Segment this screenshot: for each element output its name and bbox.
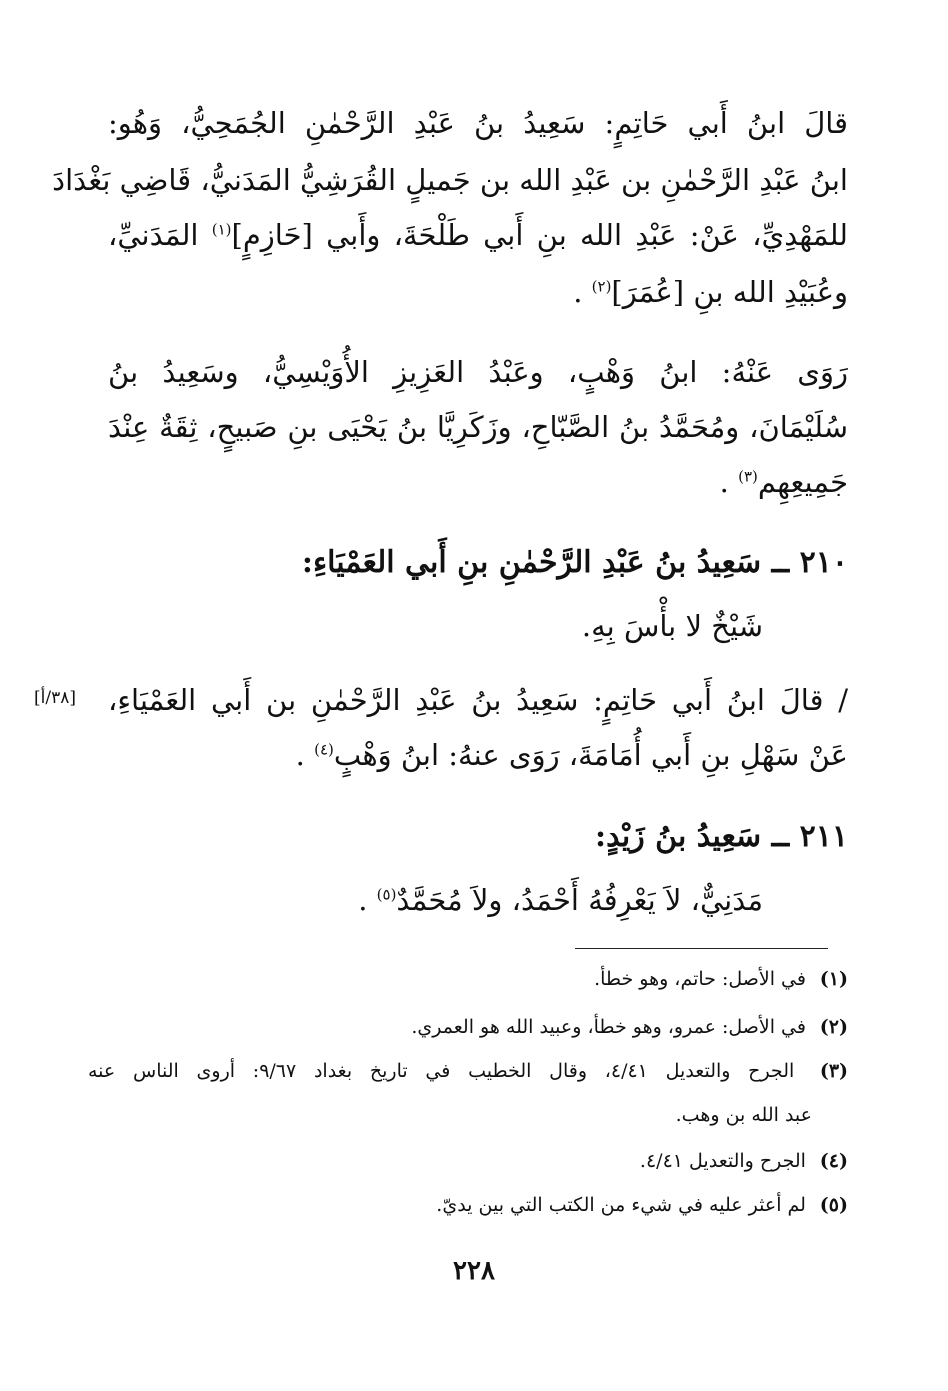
entry-text: شَيْخٌ لا بأْسَ بِهِ. bbox=[581, 609, 763, 643]
entry-heading: ٢١١ ــ سَعِيدُ بنُ زَيْدٍ: bbox=[595, 819, 848, 854]
footnote-ref[interactable]: (١) bbox=[211, 220, 232, 239]
footnote bbox=[88, 1190, 848, 1220]
footnote-number: (٤) bbox=[819, 1150, 848, 1172]
line-text: مَدَنِيٌّ، لاَ يَعْرِفُهُ أَحْمَدُ، ولاَ مُحَمَّدٌ bbox=[396, 883, 763, 917]
paragraph-line bbox=[108, 272, 848, 312]
footnote-number: (١) bbox=[819, 968, 848, 990]
footnote-text: لم أعثر عليه في شيء من الكتب التي بين يديّ. bbox=[436, 1194, 806, 1216]
paragraph-line bbox=[108, 735, 848, 775]
footnote bbox=[88, 1012, 848, 1042]
entry-text bbox=[358, 880, 763, 920]
footnote-text: في الأصل: عمرو، وهو خطأ، وعبيد الله هو العمري. bbox=[411, 1016, 806, 1038]
footnote-ref[interactable]: (٣) bbox=[738, 467, 758, 486]
paragraph-line: سُلَيْمَانَ، ومُحَمَّدُ بنُ الصَّبّاحِ، وزَكَرِيَّا بنُ يَحْيَى بنِ صَبيحٍ، ثِقَةٌ عِنْدَ bbox=[108, 410, 848, 444]
footnote-text: الجرح والتعديل ٤/٤١، وقال الخطيب في تاريخ بغداد ٩/٦٧: أروى الناس عنه bbox=[88, 1060, 795, 1082]
line-text: المَدَنيِّ، bbox=[108, 218, 212, 252]
paragraph-line bbox=[108, 462, 848, 502]
footnote bbox=[88, 1146, 848, 1176]
footnote-number: (٣) bbox=[819, 1060, 849, 1082]
footnote-ref[interactable]: (٤) bbox=[314, 740, 334, 759]
footnote bbox=[88, 1056, 848, 1086]
manuscript-folio-ref: [٣٨/أ] bbox=[34, 688, 76, 708]
footnote bbox=[88, 964, 848, 994]
footnote-text: الجرح والتعديل ٤/٤١. bbox=[639, 1150, 806, 1172]
footnote-text: في الأصل: حاتم، وهو خطأ. bbox=[594, 968, 806, 990]
paragraph-line: / قالَ ابنُ أَبي حَاتِمٍ: سَعِيدُ بنُ عَبْدِ الرَّحْمٰنِ بن أَبي العَمْيَاءِ، bbox=[108, 683, 848, 717]
footnote-number: (٥) bbox=[819, 1194, 848, 1216]
footnote-ref[interactable]: (٥) bbox=[376, 885, 397, 904]
paragraph-line: ابنُ عَبْدِ الرَّحْمٰنِ بن عَبْدِ الله بن جَميلٍ القُرَشِيُّ المَدَنيُّ، قَاضِي بَغْدَادَ bbox=[52, 163, 848, 197]
line-text: . bbox=[358, 883, 377, 917]
paragraph-line: قالَ ابنُ أَبي حَاتِمٍ: سَعِيدُ بنُ عَبْدِ الرَّحْمٰنِ الجُمَحِيُّ، وَهُو: bbox=[108, 106, 848, 140]
line-text: جَمِيعِهِم bbox=[757, 465, 848, 499]
footnote-separator bbox=[575, 948, 828, 949]
footnote-ref[interactable]: (٢) bbox=[591, 277, 612, 296]
page-number: ٢٢٨ bbox=[453, 1256, 495, 1286]
footnote-number: (٢) bbox=[819, 1016, 848, 1038]
line-text: . bbox=[573, 275, 592, 309]
line-text: عَنْ سَهْلِ بنِ أَبي أُمَامَةَ، رَوَى عنهُ: ابنُ وَهْبٍ bbox=[333, 738, 848, 772]
paragraph-line: رَوَى عَنْهُ: ابنُ وَهْبٍ، وعَبْدُ العَزِيزِ الأُوَيْسِيُّ، وسَعِيدُ بنُ bbox=[108, 355, 848, 389]
line-text: . bbox=[719, 465, 739, 499]
entry-heading: ٢١٠ ــ سَعِيدُ بنُ عَبْدِ الرَّحْمٰنِ بنِ أَبي العَمْيَاءِ: bbox=[301, 545, 848, 580]
footnote-continuation: عبد الله بن وهب. bbox=[675, 1104, 812, 1126]
line-text: وعُبَيْدِ الله بنِ [عُمَرَ] bbox=[611, 275, 848, 309]
paragraph-line bbox=[108, 215, 848, 255]
line-text: للمَهْدِيِّ، عَنْ: عَبْدِ الله بنِ أَبي طَلْحَةَ، وأَبي [حَازِمٍ] bbox=[231, 218, 849, 252]
line-text: . bbox=[295, 738, 315, 772]
